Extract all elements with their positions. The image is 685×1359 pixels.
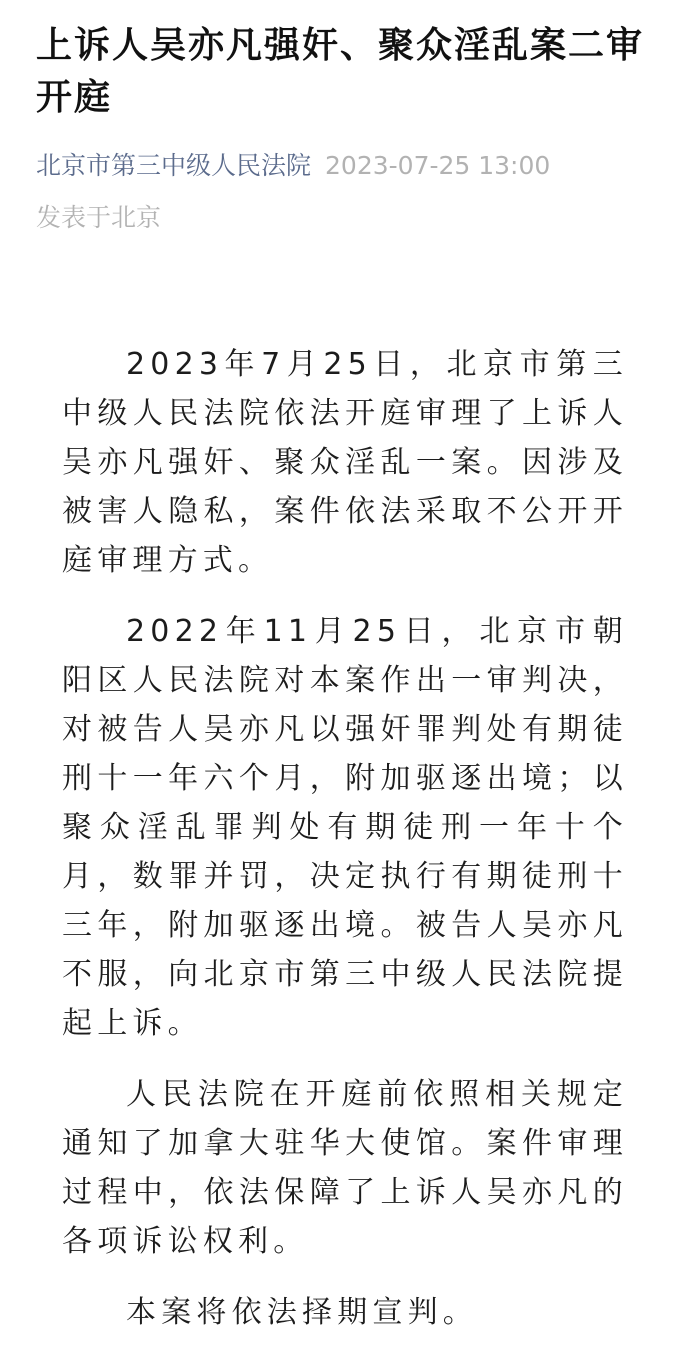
paragraph-1: 2023年7月25日，北京市第三中级人民法院依法开庭审理了上诉人吴亦凡强奸、聚众淫乱一案。因涉及被害人隐私，案件依法采取不公开开庭审理方式。 (62, 347, 628, 578)
article-title: 上诉人吴亦凡强奸、聚众淫乱案二审开庭 (36, 25, 645, 118)
source-link[interactable]: 北京市第三中级人民法院 (36, 151, 312, 180)
article-body (62, 340, 628, 1359)
paragraph-3: 人民法院在开庭前依照相关规定通知了加拿大驻华大使馆。案件审理过程中，依法保障了上诉人吴亦凡的各项诉讼权利。 (62, 1077, 628, 1259)
publish-location: 发表于北京 (36, 203, 162, 232)
article-meta (36, 146, 656, 186)
publish-datetime: 2023-07-25 13:00 (325, 151, 551, 180)
paragraph-4: 本案将依法择期宣判。 (126, 1295, 478, 1330)
paragraph-2: 2022年11月25日，北京市朝阳区人民法院对本案作出一审判决，对被告人吴亦凡以强奸罪判处有期徒刑十一年六个月，附加驱逐出境；以聚众淫乱罪判处有期徒刑一年十个月，数罪并罚，决定执行有期徒刑十三年，附加驱逐出境。被告人吴亦凡不服，向北京市第三中级人民法院提起上诉。 (62, 614, 628, 1041)
